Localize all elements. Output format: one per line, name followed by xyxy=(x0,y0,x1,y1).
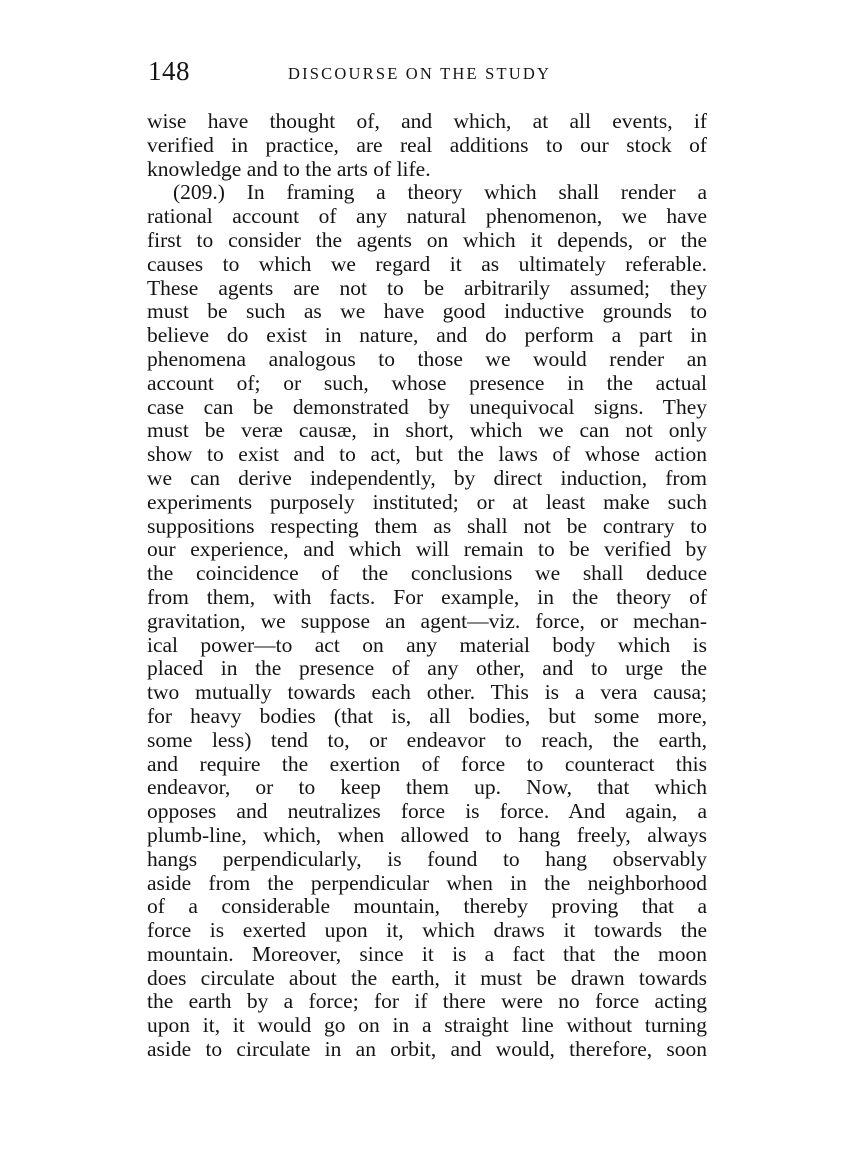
text-line: wise have thought of, and which, at all events, if xyxy=(147,109,707,133)
text-line: ical power—to act on any material body which is xyxy=(147,632,707,657)
text-line: knowledge and to the arts of life. xyxy=(147,156,431,181)
text-line: two mutually towards each other. This is a vera causa; xyxy=(147,680,707,705)
running-title: DISCOURSE ON THE STUDY xyxy=(288,64,552,83)
text-line: force is exerted upon it, which draws it towards the xyxy=(147,918,707,943)
text-line: endeavor, or to keep them up. Now, that which xyxy=(147,775,707,800)
text-line: aside from the perpendicular when in the neighborhood xyxy=(147,870,707,895)
text-line: believe do exist in nature, and do perform a part in xyxy=(147,323,707,348)
text-line: we can derive independently, by direct induction, from xyxy=(147,465,707,490)
text-line: mountain. Moreover, since it is a fact that the moon xyxy=(147,941,707,966)
text-line: of a considerable mountain, thereby proving that a xyxy=(147,894,707,919)
text-line: the earth by a force; for if there were no force acting xyxy=(147,989,707,1014)
text-line: and require the exertion of force to counteract this xyxy=(147,751,707,776)
text-line: verified in practice, are real additions to our stock of xyxy=(147,132,707,157)
text-line: upon it, it would go on in a straight line without turning xyxy=(147,1013,707,1038)
text-line: case can be demonstrated by unequivocal signs. They xyxy=(147,394,707,419)
running-head xyxy=(148,56,708,90)
paragraph-start-line: (209.) In framing a theory which shall render a xyxy=(173,180,707,205)
text-line: aside to circulate in an orbit, and would, therefore, soon xyxy=(147,1037,707,1062)
text-line: placed in the presence of any other, and to urge the xyxy=(147,656,707,681)
text-line: our experience, and which will remain to be verified by xyxy=(147,537,707,562)
text-line: experiments purposely instituted; or at least make such xyxy=(147,489,707,514)
text-line: must be such as we have good inductive grounds to xyxy=(147,299,707,324)
text-line: suppositions respecting them as shall not be contrary to xyxy=(147,513,707,538)
text-line: opposes and neutralizes force is force. And again, a xyxy=(147,799,707,824)
text-line: causes to which we regard it as ultimately referable. xyxy=(147,251,707,276)
body-text xyxy=(147,110,707,1062)
text-line: must be veræ causæ, in short, which we can not only xyxy=(147,418,707,443)
text-line: gravitation, we suppose an agent—viz. force, or mechan- xyxy=(147,608,707,633)
text-line: first to consider the agents on which it depends, or the xyxy=(147,227,707,252)
text-line: some less) tend to, or endeavor to reach, the earth, xyxy=(147,727,707,752)
text-line: These agents are not to be arbitrarily assumed; they xyxy=(147,275,707,300)
text-line: rational account of any natural phenomenon, we have xyxy=(147,204,707,229)
text-line: hangs perpendicularly, is found to hang observably xyxy=(147,846,707,871)
text-line: does circulate about the earth, it must be drawn towards xyxy=(147,965,707,990)
text-line: plumb-line, which, when allowed to hang freely, always xyxy=(147,822,707,847)
text-line: show to exist and to act, but the laws of whose action xyxy=(147,442,707,467)
text-line: the coincidence of the conclusions we shall deduce xyxy=(147,561,707,586)
text-line: account of; or such, whose presence in the actual xyxy=(147,370,707,395)
text-line: from them, with facts. For example, in the theory of xyxy=(147,584,707,609)
page-number: 148 xyxy=(148,56,190,86)
text-line: phenomena analogous to those we would render an xyxy=(147,346,707,371)
text-line: for heavy bodies (that is, all bodies, but some more, xyxy=(147,703,707,728)
